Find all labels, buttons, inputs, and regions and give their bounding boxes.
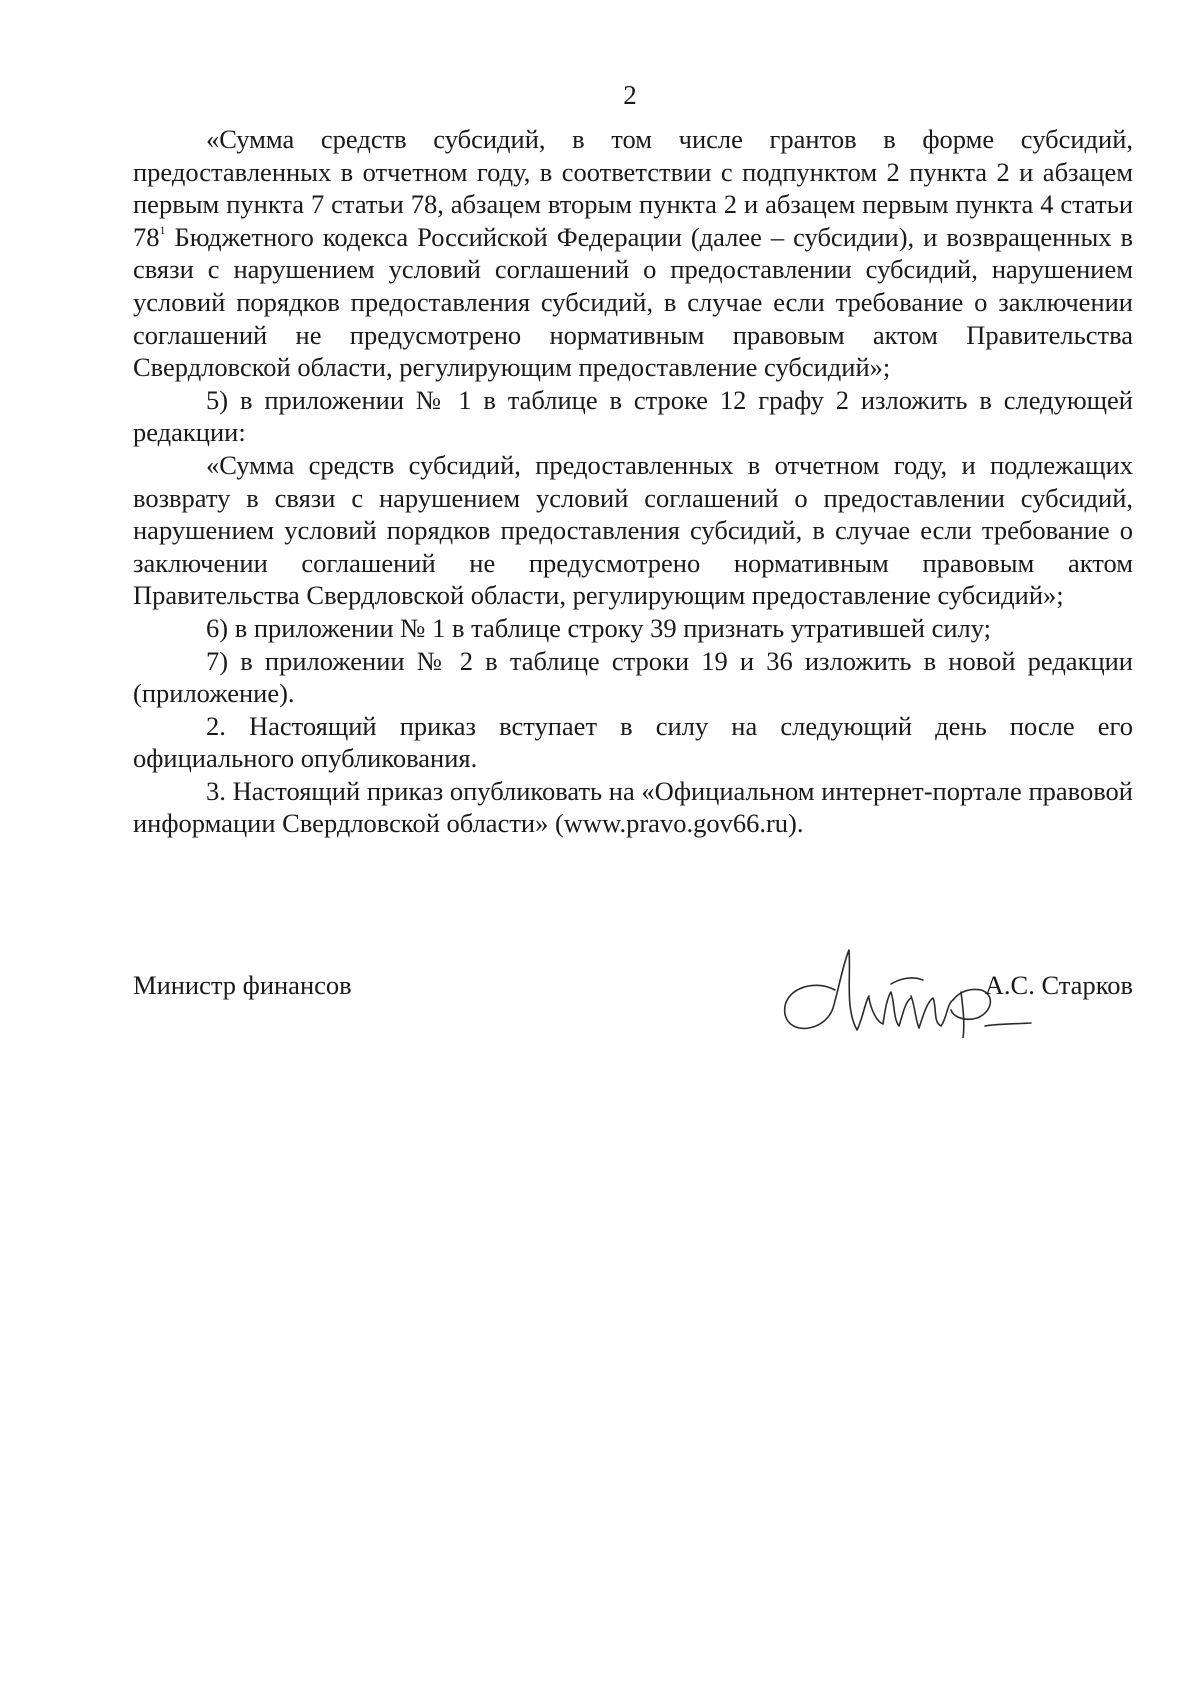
paragraph-text: «Сумма средств субсидий, в том числе грантов в форме субсидий, предоставленных в отчетном году, в соответствии с подпунктом 2 пункта 2 и абзацем первым пункта 7 статьи 78, абзацем вторым пункта 2 и абзацем первым пункта 4 статьи 78 bbox=[133, 124, 1133, 252]
document-body bbox=[133, 123, 1133, 840]
paragraph-text-continued: Бюджетного кодекса Российской Федерации (далее – субсидии), и возвращенных в связи с нарушением условий соглашений о предоставлении субсидий, нарушением условий порядков предоставления субсидий, в случае если требование о заключении соглашений не предусмотрено нормативным правовым актом Правительства Свердловской области, регулирующим предоставление субсидий»; bbox=[133, 221, 1133, 383]
signatory-name: А.С. Старков bbox=[984, 970, 1133, 1000]
paragraph-clause-2: 2. Настоящий приказ вступает в силу на следующий день после его официального опубликования. bbox=[133, 710, 1133, 774]
paragraph-clause-3: 3. Настоящий приказ опубликовать на «Официальном интернет-портале правовой информации Свердловской области» (www.pravo.gov66.ru). bbox=[133, 775, 1133, 839]
paragraph-item-5: 5) в приложении № 1 в таблице в строке 12 графу 2 изложить в следующей редакции: bbox=[133, 384, 1133, 448]
paragraph-quote-subsidies-return: «Сумма средств субсидий, предоставленных в отчетном году, и подлежащих возврату в связи с нарушением условий соглашений о предоставлении субсидий, нарушением условий порядков предоставления субсидий, в случае если требование о заключении соглашений не предусмотрено нормативным правовым актом Правительства Свердловской области, регулирующим предоставление субсидий»; bbox=[133, 449, 1133, 611]
signature-block bbox=[133, 938, 1133, 1048]
paragraph-item-7: 7) в приложении № 2 в таблице строки 19 и 36 изложить в новой редакции (приложение). bbox=[133, 645, 1133, 709]
signatory-role: Министр финансов bbox=[133, 970, 352, 1000]
superscript-1: 1 bbox=[159, 222, 166, 237]
paragraph-item-6: 6) в приложении № 1 в таблице строку 39 признать утратившей силу; bbox=[206, 612, 991, 643]
paragraph-quote-subsidies-sum bbox=[133, 123, 1133, 384]
page-number: 2 bbox=[623, 80, 637, 110]
